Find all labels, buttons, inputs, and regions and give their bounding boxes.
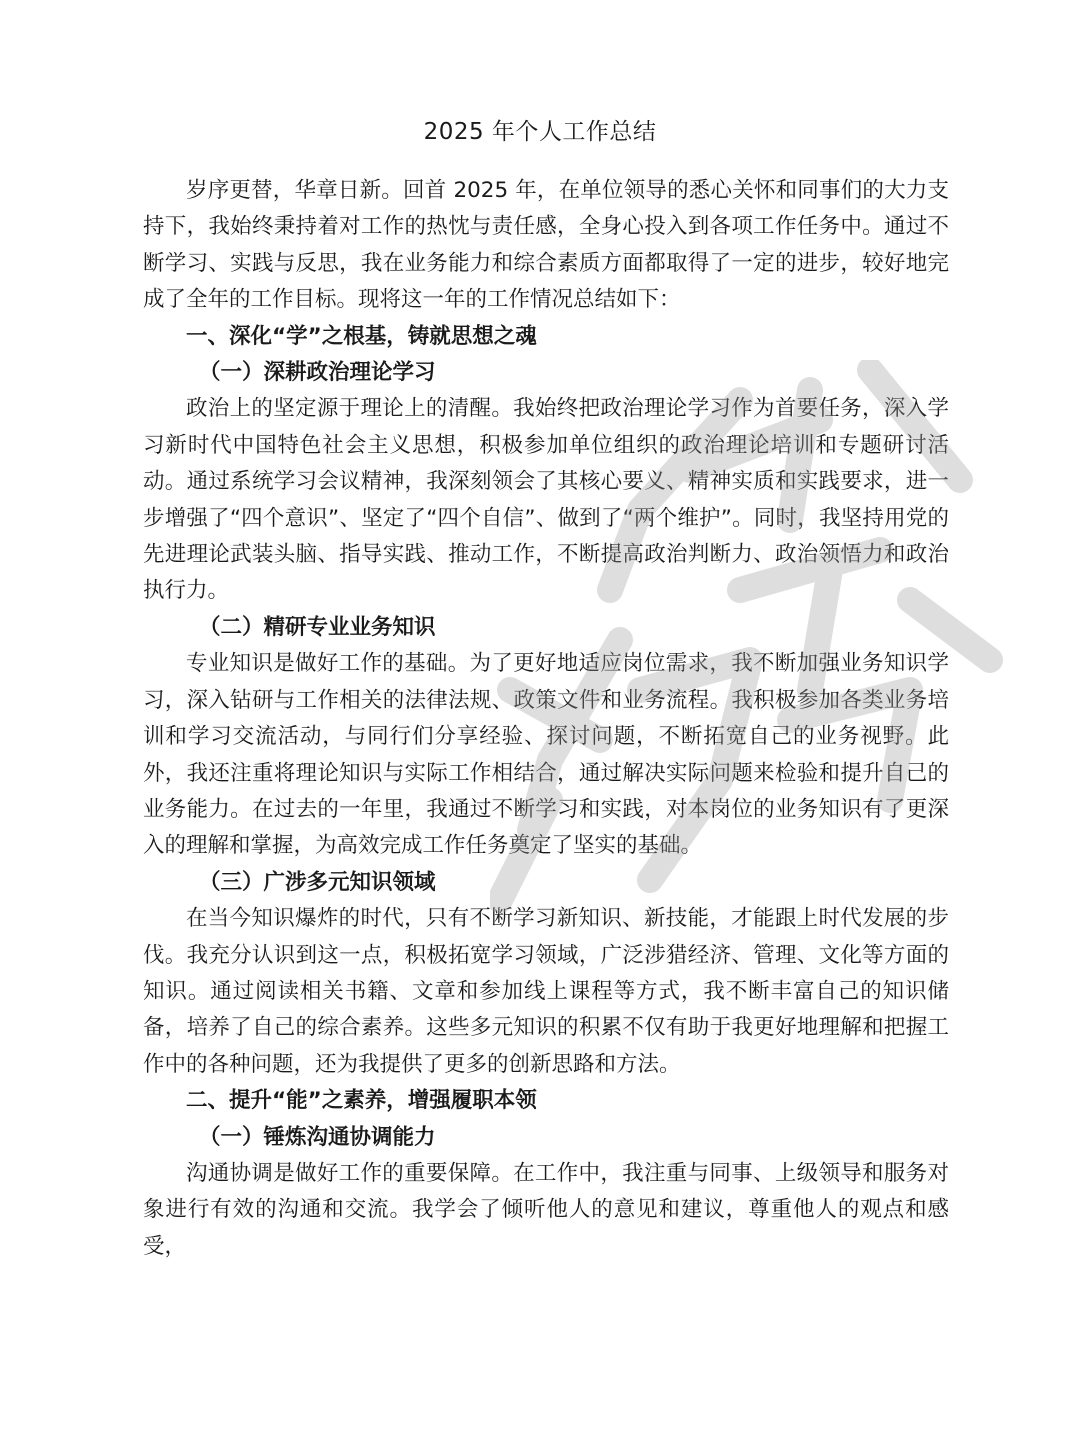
intro-paragraph: 岁序更替，华章日新。回首 2025 年，在单位领导的悉心关怀和同事们的大力支持下，我始终秉持着对工作的热忱与责任感，全身心投入到各项工作任务中。通过不断学习、实践与反思，我在业务能力和综合素质方面都取得了一定的进步，较好地完成了全年的工作目标。现将这一年的工作情况总结如下： xyxy=(143,178,949,313)
section-1-3-paragraph: 在当今知识爆炸的时代，只有不断学习新知识、新技能，才能跟上时代发展的步伐。我充分认识到这一点，积极拓宽学习领域，广泛涉猎经济、管理、文化等方面的知识。通过阅读相关书籍、文章和参加线上课程等方式，我不断丰富自己的知识储备，培养了自己的综合素养。这些多元知识的积累不仅有助于我更好地理解和把握工作中的各种问题，还为我提供了更多的创新思路和方法。 xyxy=(143,906,949,1077)
section-1-1-heading: （一）深耕政治理论学习 xyxy=(199,360,436,386)
section-2-heading: 二、提升“能”之素养，增强履职本领 xyxy=(186,1088,537,1114)
section-1-2-heading: （二）精研专业业务知识 xyxy=(199,614,436,640)
section-2-1-paragraph: 沟通协调是做好工作的重要保障。在工作中，我注重与同事、上级领导和服务对象进行有效的沟通和交流。我学会了倾听他人的意见和建议，尊重他人的观点和感受， xyxy=(143,1160,949,1259)
section-2-1-heading: （一）锤炼沟通协调能力 xyxy=(199,1124,436,1150)
section-1-heading: 一、深化“学”之根基，铸就思想之魂 xyxy=(186,323,537,349)
section-1-3-heading: （三）广涉多元知识领域 xyxy=(199,869,436,895)
document-title: 2025 年个人工作总结 xyxy=(423,119,657,145)
document-body xyxy=(143,173,949,1265)
section-1-1-paragraph: 政治上的坚定源于理论上的清醒。我始终把政治理论学习作为首要任务，深入学习新时代中国特色社会主义思想，积极参加单位组织的政治理论培训和专题研讨活动。通过系统学习会议精神，我深刻领会了其核心要义、精神实质和实践要求，进一步增强了“四个意识”、坚定了“四个自信”、做到了“两个维护”。同时，我坚持用党的先进理论武装头脑、指导实践、推动工作，不断提高政治判断力、政治领悟力和政治执行力。 xyxy=(143,396,949,604)
section-1-2-paragraph: 专业知识是做好工作的基础。为了更好地适应岗位需求，我不断加强业务知识学习，深入钻研与工作相关的法律法规、政策文件和业务流程。我积极参加各类业务培训和学习交流活动，与同行们分享经验、探讨问题，不断拓宽自己的业务视野。此外，我还注重将理论知识与实际工作相结合，通过解决实际问题来检验和提升自己的业务能力。在过去的一年里，我通过不断学习和实践，对本岗位的业务知识有了更深入的理解和掌握，为高效完成工作任务奠定了坚实的基础。 xyxy=(143,651,949,859)
